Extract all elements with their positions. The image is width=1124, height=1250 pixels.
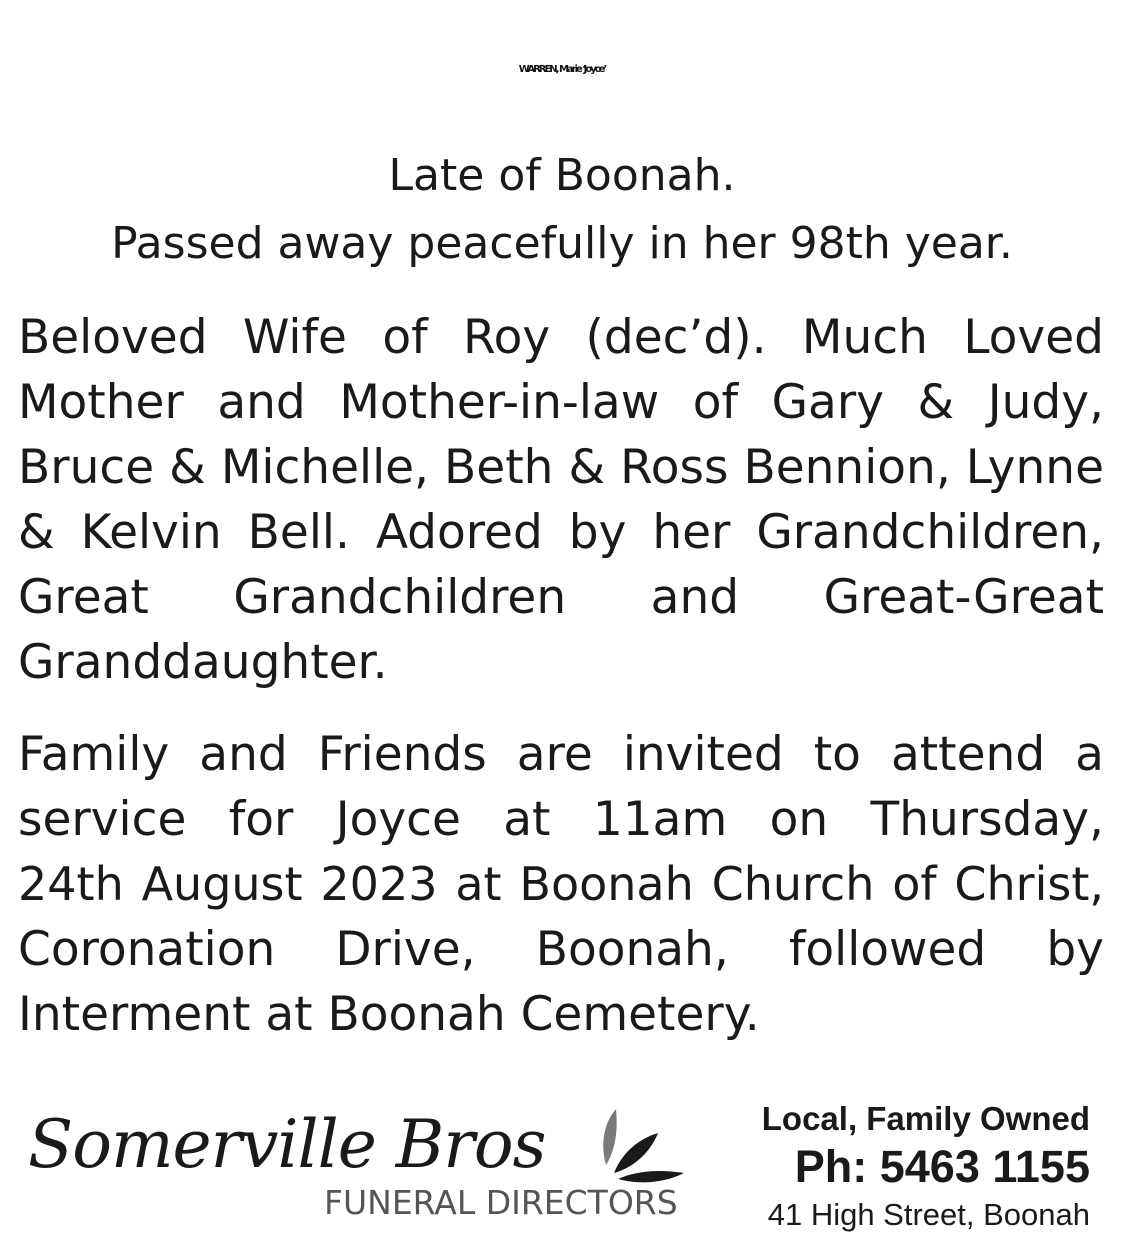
paragraph-line: Granddaughter.: [18, 635, 388, 690]
intro-line: Passed away peacefully in her 98th year.: [111, 218, 1013, 269]
service-paragraph: [18, 722, 1104, 1047]
paragraph-line: Bruce & Michelle, Beth & Ross Bennion, Lynne: [18, 440, 1104, 495]
paragraph-line: service for Joyce at 11am on Thursday,: [18, 792, 1104, 847]
intro-line: Late of Boonah.: [388, 150, 736, 201]
logo-name: Somerville Bros: [28, 1106, 546, 1183]
contact-block: [762, 1099, 1090, 1235]
paragraph-line: Family and Friends are invited to attend a: [18, 727, 1104, 782]
address: 41 High Street, Boonah: [767, 1197, 1090, 1232]
paragraph-line: Beloved Wife of Roy (dec’d). Much Loved: [18, 310, 1104, 365]
paragraph-line: & Kelvin Bell. Adored by her Grandchildren,: [18, 505, 1104, 560]
paragraph-line: Interment at Boonah Cemetery.: [18, 987, 760, 1042]
paragraph-line: Great Grandchildren and Great-Great: [18, 570, 1104, 625]
notice-title: WARREN, Marie ‘Joyce’: [518, 64, 606, 75]
logo-subtitle: FUNERAL DIRECTORS: [324, 1183, 678, 1222]
phone-number: Ph: 5463 1155: [794, 1141, 1090, 1192]
paragraph-line: Coronation Drive, Boonah, followed by: [18, 922, 1104, 977]
paragraph-line: 24th August 2023 at Boonah Church of Christ,: [18, 857, 1104, 911]
family-paragraph: [18, 305, 1104, 695]
funeral-director-footer: [0, 1095, 1124, 1235]
paragraph-line: Mother and Mother-in-law of Gary & Judy,: [18, 375, 1104, 430]
notice-intro: [0, 142, 1124, 278]
leaf-icon: [592, 1103, 692, 1183]
tagline: Local, Family Owned: [761, 1100, 1090, 1137]
